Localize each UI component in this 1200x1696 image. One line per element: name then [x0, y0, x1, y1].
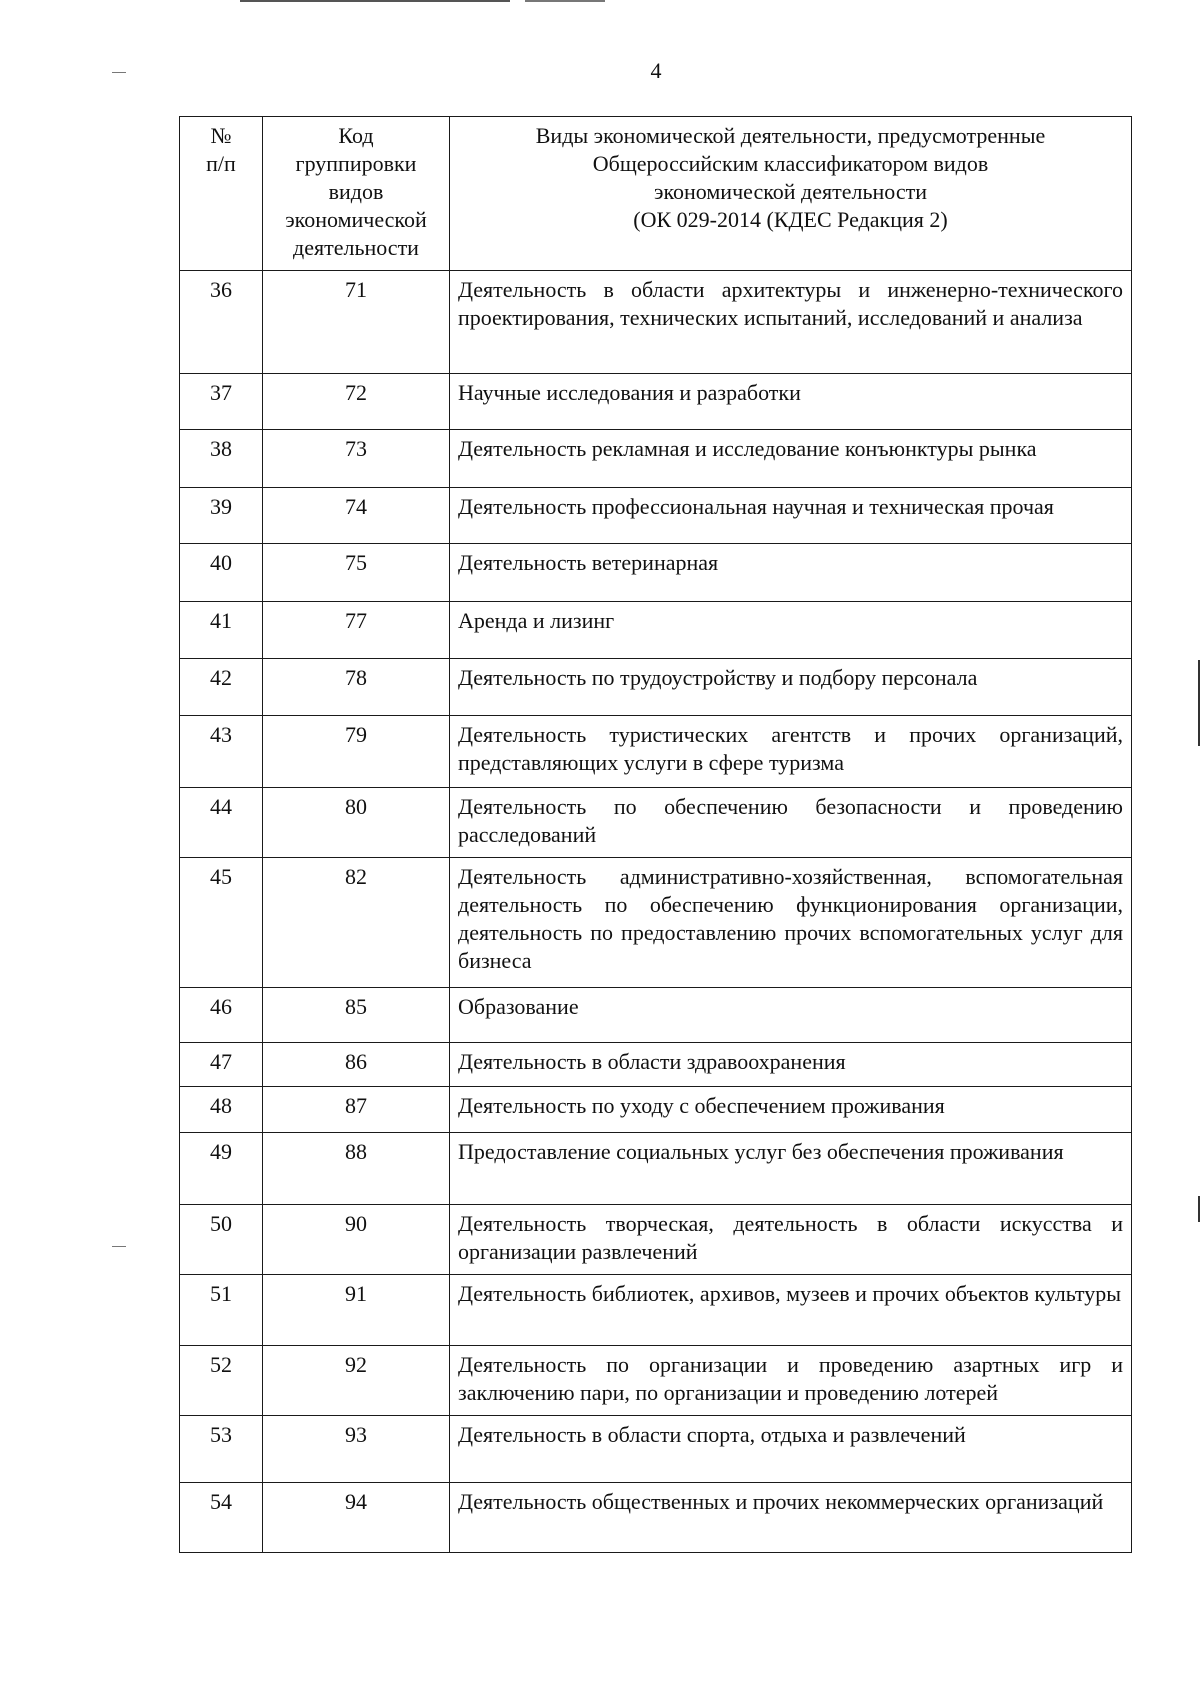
scan-edge-mark [240, 0, 510, 2]
table-row [180, 716, 1132, 788]
row-code: 86 [263, 1043, 450, 1087]
row-description: Деятельность по организации и проведению азартных игр и заключению пари, по организации и проведению лотерей [450, 1346, 1132, 1416]
row-description: Предоставление социальных услуг без обеспечения проживания [450, 1133, 1132, 1205]
table-row [180, 1346, 1132, 1416]
header-line: Код [338, 123, 374, 148]
table-row [180, 1275, 1132, 1346]
table-row [180, 988, 1132, 1043]
row-code: 71 [263, 271, 450, 374]
row-description: Деятельность творческая, деятельность в области искусства и организации развлечений [450, 1205, 1132, 1275]
table-row [180, 659, 1132, 716]
table-row [180, 1483, 1132, 1553]
row-code: 82 [263, 858, 450, 988]
header-line: деятельности [293, 235, 419, 260]
row-number: 45 [180, 858, 263, 988]
row-description: Аренда и лизинг [450, 602, 1132, 659]
row-description: Образование [450, 988, 1132, 1043]
table-row [180, 1043, 1132, 1087]
row-number: 36 [180, 271, 263, 374]
header-line: Общероссийским классификатором видов [592, 151, 989, 176]
header-line: № [210, 123, 232, 148]
row-code: 94 [263, 1483, 450, 1553]
row-code: 87 [263, 1087, 450, 1133]
page-number: 4 [650, 58, 662, 83]
row-number: 39 [180, 488, 263, 544]
activity-table [179, 116, 1132, 1553]
row-description: Деятельность профессиональная научная и техническая прочая [450, 488, 1132, 544]
row-code: 80 [263, 788, 450, 858]
row-number: 37 [180, 374, 263, 430]
row-number: 48 [180, 1087, 263, 1133]
row-code: 75 [263, 544, 450, 602]
row-description: Деятельность по обеспечению безопасности и проведению расследований [450, 788, 1132, 858]
row-description: Деятельность в области спорта, отдыха и развлечений [450, 1416, 1132, 1483]
row-description: Деятельность в области архитектуры и инженерно-технического проектирования, технических испытаний, исследований и анализа [450, 271, 1132, 374]
row-description: Деятельность туристических агентств и прочих организаций, представляющих услуги в сфере туризма [450, 716, 1132, 788]
table-header-row [180, 117, 1132, 271]
header-line: (ОК 029-2014 (КДЕС Редакция 2) [633, 207, 948, 232]
row-description: Деятельность по уходу с обеспечением проживания [450, 1087, 1132, 1133]
row-code: 74 [263, 488, 450, 544]
row-number: 52 [180, 1346, 263, 1416]
row-number: 38 [180, 430, 263, 488]
header-line: Виды экономической деятельности, предусмотренные [535, 123, 1046, 148]
row-code: 77 [263, 602, 450, 659]
header-line: экономической [285, 207, 427, 232]
header-line: группировки [295, 151, 417, 176]
table-row [180, 488, 1132, 544]
header-number [180, 117, 263, 271]
table-row [180, 1133, 1132, 1205]
row-number: 50 [180, 1205, 263, 1275]
header-line: экономической деятельности [654, 179, 927, 204]
row-number: 47 [180, 1043, 263, 1087]
table-row [180, 544, 1132, 602]
row-code: 92 [263, 1346, 450, 1416]
scan-edge-mark [525, 0, 605, 2]
row-number: 42 [180, 659, 263, 716]
row-code: 91 [263, 1275, 450, 1346]
row-number: 51 [180, 1275, 263, 1346]
row-number: 53 [180, 1416, 263, 1483]
row-description: Деятельность общественных и прочих некоммерческих организаций [450, 1483, 1132, 1553]
table-row [180, 602, 1132, 659]
row-code: 79 [263, 716, 450, 788]
row-number: 49 [180, 1133, 263, 1205]
row-number: 43 [180, 716, 263, 788]
row-description: Деятельность ветеринарная [450, 544, 1132, 602]
row-code: 93 [263, 1416, 450, 1483]
table-row [180, 1087, 1132, 1133]
header-line: видов [328, 179, 384, 204]
header-line: п/п [206, 151, 236, 176]
table-row [180, 430, 1132, 488]
table-row [180, 271, 1132, 374]
row-number: 41 [180, 602, 263, 659]
row-description: Деятельность в области здравоохранения [450, 1043, 1132, 1087]
row-description: Деятельность административно-хозяйственная, вспомогательная деятельность по обеспечению функционирования организации, деятельность по предоставлению прочих вспомогательных услуг для бизнеса [450, 858, 1132, 988]
row-description: Научные исследования и разработки [450, 374, 1132, 430]
row-number: 46 [180, 988, 263, 1043]
header-code [263, 117, 450, 271]
row-number: 40 [180, 544, 263, 602]
table-row [180, 1205, 1132, 1275]
row-description: Деятельность рекламная и исследование конъюнктуры рынка [450, 430, 1132, 488]
table-row [180, 374, 1132, 430]
header-description [450, 117, 1132, 271]
row-description: Деятельность библиотек, архивов, музеев и прочих объектов культуры [450, 1275, 1132, 1346]
row-code: 90 [263, 1205, 450, 1275]
scan-speck [112, 1246, 126, 1247]
row-code: 85 [263, 988, 450, 1043]
table-row [180, 788, 1132, 858]
row-description: Деятельность по трудоустройству и подбору персонала [450, 659, 1132, 716]
row-number: 44 [180, 788, 263, 858]
row-code: 73 [263, 430, 450, 488]
row-code: 78 [263, 659, 450, 716]
row-number: 54 [180, 1483, 263, 1553]
row-code: 72 [263, 374, 450, 430]
table-row [180, 858, 1132, 988]
table-row [180, 1416, 1132, 1483]
row-code: 88 [263, 1133, 450, 1205]
